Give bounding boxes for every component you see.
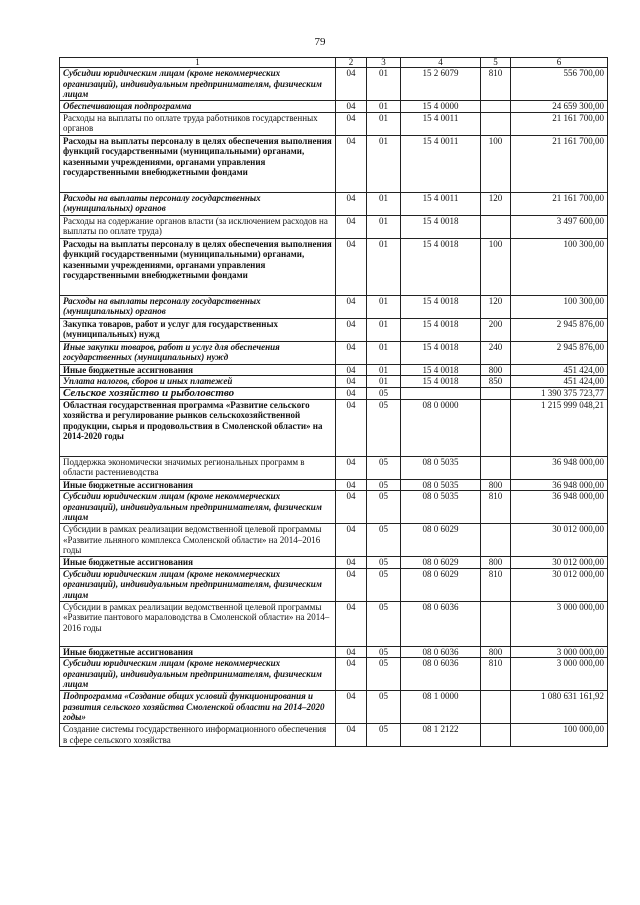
row-expense-type: 100 [481,238,511,295]
table-row [60,387,608,399]
row-target-code: 08 0 0000 [401,399,481,456]
row-section: 04 [336,376,367,388]
row-name: Субсидии юридическим лицам (кроме некоммерческих организаций), индивидуальным предпринимателям, физическим лицам [60,68,336,101]
row-expense-type: 810 [481,568,511,601]
table-row [60,215,608,238]
header-col-4: 4 [401,58,481,68]
row-target-code: 08 0 6029 [401,557,481,569]
table-row [60,724,608,747]
row-target-code: 08 0 6036 [401,658,481,691]
row-name: Иные закупки товаров, работ и услуг для обеспечения государственных (муниципальных) нужд [60,341,336,364]
row-target-code: 15 4 0011 [401,192,481,215]
row-target-code [401,387,481,399]
row-amount: 3 000 000,00 [511,658,608,691]
row-expense-type [481,387,511,399]
row-section: 04 [336,479,367,491]
row-name: Иные бюджетные ассигнования [60,646,336,658]
row-name: Областная государственная программа «Развитие сельского хозяйства и регулирование рынков сельскохозяйственной продукции, сырья и продовольствия в Смоленской области» на 2014-2020 годы [60,399,336,456]
row-amount: 30 012 000,00 [511,568,608,601]
row-expense-type: 800 [481,364,511,376]
row-amount: 21 161 700,00 [511,112,608,135]
row-section: 04 [336,658,367,691]
row-expense-type [481,112,511,135]
row-expense-type: 800 [481,646,511,658]
table-row [60,68,608,101]
table-body [60,68,608,747]
row-section: 04 [336,238,367,295]
row-amount: 30 012 000,00 [511,557,608,569]
row-expense-type [481,601,511,646]
row-amount: 1 215 999 048,21 [511,399,608,456]
row-name: Расходы на выплаты персоналу государственных (муниципальных) органов [60,192,336,215]
row-subsection: 05 [367,724,401,747]
row-amount: 100 000,00 [511,724,608,747]
row-target-code: 08 1 0000 [401,691,481,724]
row-expense-type: 800 [481,557,511,569]
table-row [60,646,608,658]
row-expense-type: 810 [481,491,511,524]
row-amount: 1 390 375 723,77 [511,387,608,399]
row-expense-type: 810 [481,658,511,691]
header-col-2: 2 [336,58,367,68]
row-target-code: 15 2 6079 [401,68,481,101]
row-subsection: 01 [367,341,401,364]
row-amount: 30 012 000,00 [511,524,608,557]
row-subsection: 05 [367,646,401,658]
row-section: 04 [336,215,367,238]
table-row [60,238,608,295]
table-row [60,456,608,479]
table-row [60,399,608,456]
row-target-code: 08 1 2122 [401,724,481,747]
row-expense-type: 120 [481,192,511,215]
row-subsection: 01 [367,238,401,295]
row-section: 04 [336,387,367,399]
row-target-code: 08 0 6036 [401,601,481,646]
row-expense-type: 850 [481,376,511,388]
row-name: Поддержка экономически значимых региональных программ в области растениеводства [60,456,336,479]
row-subsection: 01 [367,364,401,376]
row-name: Подпрограмма «Создание общих условий функционирования и развития сельского хозяйства Смоленской области на 2014–2020 годы» [60,691,336,724]
row-expense-type: 240 [481,341,511,364]
row-target-code: 15 4 0018 [401,341,481,364]
table-row [60,524,608,557]
row-target-code: 15 4 0018 [401,364,481,376]
row-name: Иные бюджетные ассигнования [60,557,336,569]
row-section: 04 [336,295,367,318]
row-section: 04 [336,101,367,113]
table-row [60,479,608,491]
row-subsection: 05 [367,524,401,557]
row-amount: 2 945 876,00 [511,341,608,364]
row-subsection: 01 [367,135,401,192]
table-row [60,101,608,113]
row-name: Иные бюджетные ассигнования [60,364,336,376]
row-subsection: 01 [367,192,401,215]
row-section: 04 [336,491,367,524]
row-amount: 3 000 000,00 [511,646,608,658]
row-name: Сельское хозяйство и рыболовство [60,387,336,399]
row-target-code: 15 4 0018 [401,295,481,318]
row-expense-type: 100 [481,135,511,192]
row-section: 04 [336,524,367,557]
row-amount: 36 948 000,00 [511,491,608,524]
header-col-3: 3 [367,58,401,68]
row-name: Иные бюджетные ассигнования [60,479,336,491]
row-amount: 100 300,00 [511,238,608,295]
table-row [60,568,608,601]
row-section: 04 [336,135,367,192]
row-target-code: 15 4 0018 [401,376,481,388]
row-section: 04 [336,646,367,658]
row-subsection: 01 [367,295,401,318]
row-target-code: 15 4 0018 [401,318,481,341]
row-expense-type: 200 [481,318,511,341]
row-name: Субсидии юридическим лицам (кроме некоммерческих организаций), индивидуальным предпринимателям, физическим лицам [60,568,336,601]
row-expense-type [481,456,511,479]
row-section: 04 [336,318,367,341]
table-row [60,658,608,691]
row-subsection: 05 [367,456,401,479]
row-section: 04 [336,341,367,364]
table-row [60,135,608,192]
table-row [60,192,608,215]
row-expense-type [481,524,511,557]
row-amount: 1 080 631 161,92 [511,691,608,724]
row-amount: 556 700,00 [511,68,608,101]
table-row [60,557,608,569]
table-row [60,341,608,364]
row-section: 04 [336,724,367,747]
row-section: 04 [336,112,367,135]
row-subsection: 05 [367,399,401,456]
row-amount: 3 000 000,00 [511,601,608,646]
table-row [60,295,608,318]
row-amount: 451 424,00 [511,376,608,388]
row-target-code: 08 0 5035 [401,479,481,491]
row-section: 04 [336,557,367,569]
table-row [60,691,608,724]
table-row [60,491,608,524]
row-section: 04 [336,456,367,479]
row-subsection: 05 [367,387,401,399]
row-subsection: 01 [367,112,401,135]
row-expense-type [481,691,511,724]
row-name: Обеспечивающая подпрограмма [60,101,336,113]
row-expense-type: 800 [481,479,511,491]
row-name: Расходы на выплаты по оплате труда работников государственных органов [60,112,336,135]
row-amount: 451 424,00 [511,364,608,376]
table-row [60,601,608,646]
row-section: 04 [336,601,367,646]
row-subsection: 01 [367,376,401,388]
row-target-code: 15 4 0000 [401,101,481,113]
row-section: 04 [336,691,367,724]
row-subsection: 05 [367,557,401,569]
row-expense-type: 120 [481,295,511,318]
header-col-5: 5 [481,58,511,68]
row-subsection: 01 [367,318,401,341]
budget-table [59,57,608,747]
header-col-1: 1 [60,58,336,68]
row-target-code: 15 4 0011 [401,112,481,135]
table-row [60,318,608,341]
row-subsection: 05 [367,479,401,491]
row-target-code: 08 0 6036 [401,646,481,658]
row-name: Расходы на выплаты персоналу государственных (муниципальных) органов [60,295,336,318]
row-target-code: 15 4 0018 [401,238,481,295]
table-row [60,376,608,388]
row-section: 04 [336,68,367,101]
row-subsection: 01 [367,68,401,101]
row-target-code: 15 4 0011 [401,135,481,192]
row-target-code: 15 4 0018 [401,215,481,238]
row-subsection: 05 [367,691,401,724]
row-name: Субсидии юридическим лицам (кроме некоммерческих организаций), индивидуальным предпринимателям, физическим лицам [60,491,336,524]
row-name: Субсидии в рамках реализации ведомственной целевой программы «Развитие пантового мараловодства в Смоленской области» на 2014–2016 годы [60,601,336,646]
row-name: Создание системы государственного информационного обеспечения в сфере сельского хозяйства [60,724,336,747]
row-name: Уплата налогов, сборов и иных платежей [60,376,336,388]
row-subsection: 01 [367,101,401,113]
row-amount: 100 300,00 [511,295,608,318]
row-subsection: 05 [367,491,401,524]
row-target-code: 08 0 6029 [401,568,481,601]
row-subsection: 05 [367,658,401,691]
row-name: Расходы на выплаты персоналу в целях обеспечения выполнения функций государственными (муниципальными) органами, казенными учреждениями, органами управления государственными внебюджетными фондами [60,135,336,192]
page-number: 79 [314,36,326,48]
row-amount: 2 945 876,00 [511,318,608,341]
row-subsection: 01 [367,215,401,238]
row-expense-type [481,101,511,113]
row-target-code: 08 0 5035 [401,456,481,479]
row-name: Закупка товаров, работ и услуг для государственных (муниципальных) нужд [60,318,336,341]
row-expense-type [481,215,511,238]
row-name: Расходы на выплаты персоналу в целях обеспечения выполнения функций государственными (муниципальными) органами, казенными учреждениями, органами управления государственными внебюджетными фондами [60,238,336,295]
table-row [60,364,608,376]
row-amount: 21 161 700,00 [511,135,608,192]
header-row [60,58,608,68]
row-section: 04 [336,364,367,376]
row-target-code: 08 0 6029 [401,524,481,557]
row-section: 04 [336,192,367,215]
row-name: Расходы на содержание органов власти (за исключением расходов на выплаты по оплате труда) [60,215,336,238]
row-target-code: 08 0 5035 [401,491,481,524]
row-section: 04 [336,399,367,456]
row-expense-type: 810 [481,68,511,101]
row-name: Субсидии юридическим лицам (кроме некоммерческих организаций), индивидуальным предпринимателям, физическим лицам [60,658,336,691]
row-expense-type [481,399,511,456]
row-expense-type [481,724,511,747]
row-amount: 24 659 300,00 [511,101,608,113]
row-subsection: 05 [367,568,401,601]
row-amount: 36 948 000,00 [511,479,608,491]
row-section: 04 [336,568,367,601]
row-amount: 21 161 700,00 [511,192,608,215]
row-amount: 36 948 000,00 [511,456,608,479]
table-row [60,112,608,135]
row-name: Субсидии в рамках реализации ведомственной целевой программы «Развитие льняного комплекса Смоленской области» на 2014–2016 годы [60,524,336,557]
row-subsection: 05 [367,601,401,646]
header-col-6: 6 [511,58,608,68]
row-amount: 3 497 600,00 [511,215,608,238]
